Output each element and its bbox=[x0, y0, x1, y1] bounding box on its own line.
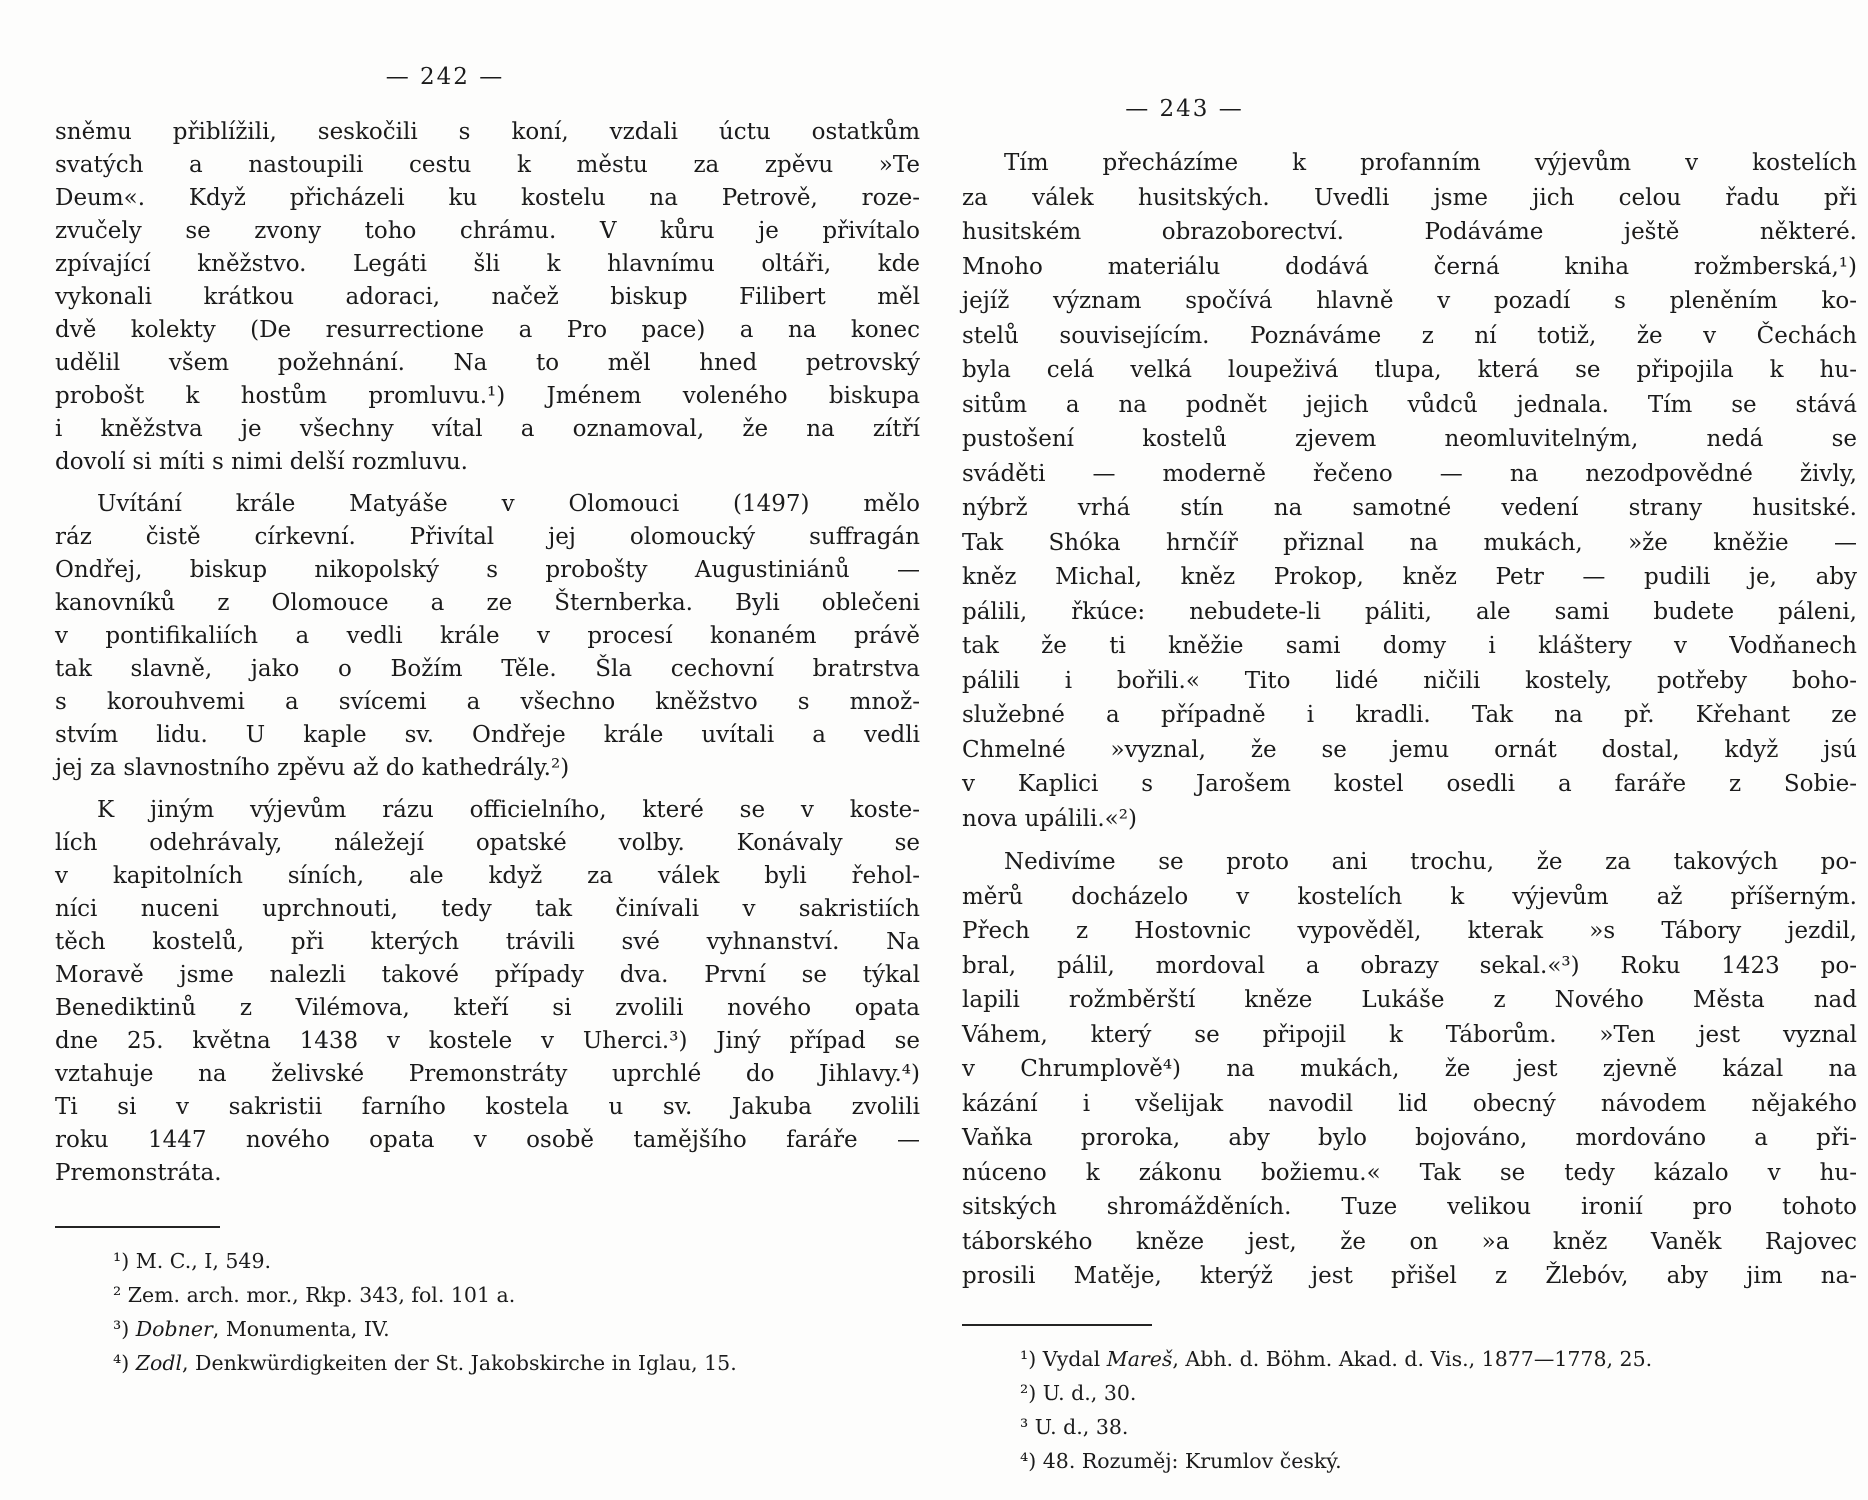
text-line: v pontifikaliích a vedli krále v procesí konaném právě bbox=[55, 623, 920, 649]
text-line: kněz Michal, kněz Prokop, kněz Petr — pudili je, aby bbox=[962, 564, 1857, 590]
text-line: Uvítání krále Matyáše v Olomouci (1497) mělo bbox=[97, 491, 920, 517]
text-line: Nedivíme se proto ani trochu, že za takových po- bbox=[1004, 849, 1857, 875]
text-line: Premonstráta. bbox=[55, 1160, 222, 1186]
text-line: táborského kněze jest, že on »a kněz Vaněk Rajovec bbox=[962, 1228, 1857, 1255]
footnote: ³ U. d., 38. bbox=[1020, 1414, 1129, 1439]
text-line: husitském obrazoborectví. Podáváme ještě některé. bbox=[962, 219, 1857, 245]
page-number: — 243 — bbox=[1125, 96, 1244, 122]
footnote-marker: ¹) bbox=[113, 1249, 136, 1273]
footnote: ¹) Vydal Mareš, Abh. d. Böhm. Akad. d. Vis., 1877—1778, 25. bbox=[1020, 1346, 1653, 1371]
text-line: níci nuceni uprchnouti, tedy tak činívali v sakristiích bbox=[55, 896, 920, 922]
text-line: Deum«. Když přicházeli ku kostelu na Petrově, roze- bbox=[55, 185, 920, 211]
footnote: ⁴) 48. Rozuměj: Krumlov český. bbox=[1020, 1448, 1342, 1473]
paragraph bbox=[962, 845, 1857, 1294]
text-line: Vaňka proroka, aby bylo bojováno, mordováno a při- bbox=[962, 1125, 1857, 1151]
text-line: tak že ti kněžie sami domy i kláštery v Vodňanech bbox=[962, 633, 1857, 659]
footnote: ²) U. d., 30. bbox=[1020, 1380, 1137, 1405]
footnote-source-name: Mareš bbox=[1106, 1346, 1173, 1371]
footnote-marker: ⁴) bbox=[1020, 1448, 1043, 1473]
text-line: pálili, řkúce: nebudete-li páliti, ale sami budete páleni, bbox=[962, 598, 1857, 625]
footnote: ⁴) Zodl, Denkwürdigkeiten der St. Jakobskirche in Iglau, 15. bbox=[113, 1351, 737, 1375]
text-line: bral, pálil, mordoval a obrazy sekal.«³) Roku 1423 po- bbox=[962, 952, 1857, 979]
text-line: zvučely se zvony toho chrámu. V kůru je přivítalo bbox=[55, 218, 920, 244]
footnote-marker: ² bbox=[113, 1283, 128, 1307]
text-line: s korouhvemi a svícemi a všechno kněžstvo s množ- bbox=[55, 689, 920, 715]
text-line: sněmu přiblížili, seskočili s koní, vzdali úctu ostatkům bbox=[55, 119, 920, 145]
text-line: prosili Matěje, kterýž jest přišel z Žlebóv, aby jim na- bbox=[962, 1263, 1857, 1289]
text-line: dne 25. května 1438 v kostele v Uherci.³) Jiný případ se bbox=[55, 1028, 920, 1054]
footnote-divider bbox=[962, 1324, 1152, 1326]
paragraph bbox=[962, 146, 1857, 836]
text-line: núceno k zákonu božiemu.« Tak se tedy kázalo v hu- bbox=[962, 1159, 1857, 1186]
text-line: stelů souvisejícím. Poznáváme z ní totiž, že v Čechách bbox=[962, 322, 1857, 349]
footnote-divider bbox=[55, 1226, 220, 1228]
text-line: Chmelné »vyznal, že se jemu ornát dostal, když jsú bbox=[962, 736, 1857, 763]
footnote: ² Zem. arch. mor., Rkp. 343, fol. 101 a. bbox=[113, 1283, 516, 1307]
text-line: byla celá velká loupeživá tlupa, která se připojila k hu- bbox=[962, 357, 1857, 383]
footnote-source-name: Dobner bbox=[135, 1317, 213, 1341]
text-line: i kněžstva je všechny vítal a oznamoval, že na zítří bbox=[55, 416, 920, 442]
text-line: Tím přecházíme k profanním výjevům v kostelích bbox=[1004, 150, 1857, 176]
text-line: lích odehrávaly, náležejí opatské volby. Konávaly se bbox=[55, 830, 920, 856]
text-line: ráz čistě církevní. Přivítal jej olomoucký suffragán bbox=[55, 524, 920, 550]
text-line: roku 1447 nového opata v osobě tamějšího faráře — bbox=[55, 1127, 920, 1153]
text-line: za válek husitských. Uvedli jsme jich celou řadu při bbox=[962, 184, 1857, 211]
text-line: Benediktinů z Vilémova, kteří si zvolili nového opata bbox=[55, 995, 920, 1021]
footnote-source-name: Zodl bbox=[135, 1351, 182, 1375]
text-line: v kapitolních síních, ale když za válek byli řehol- bbox=[55, 863, 920, 889]
footnote-marker: ³ bbox=[1020, 1414, 1035, 1439]
text-line: těch kostelů, při kterých trávili své vyhnanství. Na bbox=[55, 929, 920, 955]
text-line: služebné a případně i kradli. Tak na př. Křehant ze bbox=[962, 702, 1857, 728]
text-line: udělil všem požehnání. Na to měl hned petrovský bbox=[55, 350, 920, 376]
text-line: nova upálili.«²) bbox=[962, 805, 1137, 832]
text-line: sváděti — moderně řečeno — na nezodpovědné živly, bbox=[962, 460, 1857, 487]
page-number: — 242 — bbox=[385, 64, 505, 90]
text-line: jej za slavnostního zpěvu až do kathedrály.²) bbox=[55, 755, 570, 781]
page-body bbox=[962, 146, 1857, 1294]
text-line: v Chrumplově⁴) na mukách, že jest zjevně kázal na bbox=[962, 1056, 1857, 1082]
text-line: Ondřej, biskup nikopolský s probošty Augustiniánů — bbox=[55, 557, 920, 583]
footnote: ¹) M. C., I, 549. bbox=[113, 1249, 272, 1273]
footnote: ³) Dobner, Monumenta, IV. bbox=[113, 1317, 390, 1341]
text-line: vykonali krátkou adoraci, načež biskup Filibert měl bbox=[55, 284, 920, 310]
text-line: Moravě jsme nalezli takové případy dva. První se týkal bbox=[55, 962, 920, 988]
text-line: vztahuje na želivské Premonstráty uprchlé do Jihlavy.⁴) bbox=[55, 1061, 920, 1087]
text-line: stvím lidu. U kaple sv. Ondřeje krále uvítali a vedli bbox=[55, 722, 920, 748]
text-line: kázání i všelijak navodil lid obecný návodem nějakého bbox=[962, 1090, 1857, 1117]
footnote-marker: ²) bbox=[1020, 1380, 1043, 1405]
footnote-marker: ¹) bbox=[1020, 1346, 1043, 1371]
text-line: sitům a na podnět jejich vůdců jednala. Tím se stává bbox=[962, 391, 1857, 418]
text-line: svatých a nastoupili cestu k městu za zpěvu »Te bbox=[55, 152, 920, 178]
footnote-marker: ⁴) bbox=[113, 1351, 136, 1375]
text-line: pustošení kostelů zjevem neomluvitelným, nedá se bbox=[962, 426, 1857, 452]
text-line: sitských shromážděních. Tuze velikou ironií pro tohoto bbox=[962, 1194, 1857, 1220]
text-line: dovolí si míti s nimi delší rozmluvu. bbox=[55, 449, 468, 475]
footnote-marker: ³) bbox=[113, 1317, 136, 1341]
text-line: lapili rožmběrští kněze Lukáše z Nového Města nad bbox=[962, 987, 1857, 1013]
text-line: Mnoho materiálu dodává černá kniha rožmberská,¹) bbox=[962, 253, 1857, 280]
left-page bbox=[55, 64, 920, 1380]
text-line: Přech z Hostovnic vypověděl, kterak »s Tábory jezdil, bbox=[962, 918, 1857, 944]
text-line: Váhem, který se připojil k Táborům. »Ten jest vyznal bbox=[962, 1021, 1857, 1048]
paragraph bbox=[55, 116, 920, 479]
footnotes bbox=[55, 1244, 920, 1380]
paragraph bbox=[55, 794, 920, 1190]
text-line: Tak Shóka hrnčíř přiznal na mukách, »že kněžie — bbox=[962, 529, 1857, 556]
text-line: v Kaplici s Jarošem kostel osedli a faráře z Sobie- bbox=[962, 771, 1857, 797]
page-body bbox=[55, 116, 920, 1190]
text-line: tak slavně, jako o Božím Těle. Šla cechovní bratrstva bbox=[55, 656, 920, 682]
text-line: Ti si v sakristii farního kostela u sv. Jakuba zvolili bbox=[55, 1094, 920, 1120]
text-line: probošt k hostům promluvu.¹) Jménem voleného biskupa bbox=[55, 383, 920, 409]
paragraph bbox=[55, 488, 920, 785]
text-line: zpívající kněžstvo. Legáti šli k hlavnímu oltáři, kde bbox=[55, 251, 920, 277]
text-line: pálili i bořili.« Tito lidé ničili kostely, potřeby boho- bbox=[962, 667, 1857, 694]
text-line: dvě kolekty (De resurrectione a Pro pace) a na konec bbox=[55, 317, 920, 343]
text-line: měrů docházelo v kostelích k výjevům až příšerným. bbox=[962, 883, 1857, 910]
text-line: K jiným výjevům rázu officielního, které se v koste- bbox=[97, 797, 920, 823]
text-line: jejíž význam spočívá hlavně v pozadí s pleněním ko- bbox=[962, 288, 1857, 314]
text-line: kanovníků z Olomouce a ze Šternberka. Byli oblečeni bbox=[55, 590, 920, 616]
text-line: nýbrž vrhá stín na samotné vedení strany husitské. bbox=[962, 495, 1857, 521]
footnotes bbox=[962, 1342, 1857, 1478]
right-page bbox=[962, 96, 1857, 1478]
